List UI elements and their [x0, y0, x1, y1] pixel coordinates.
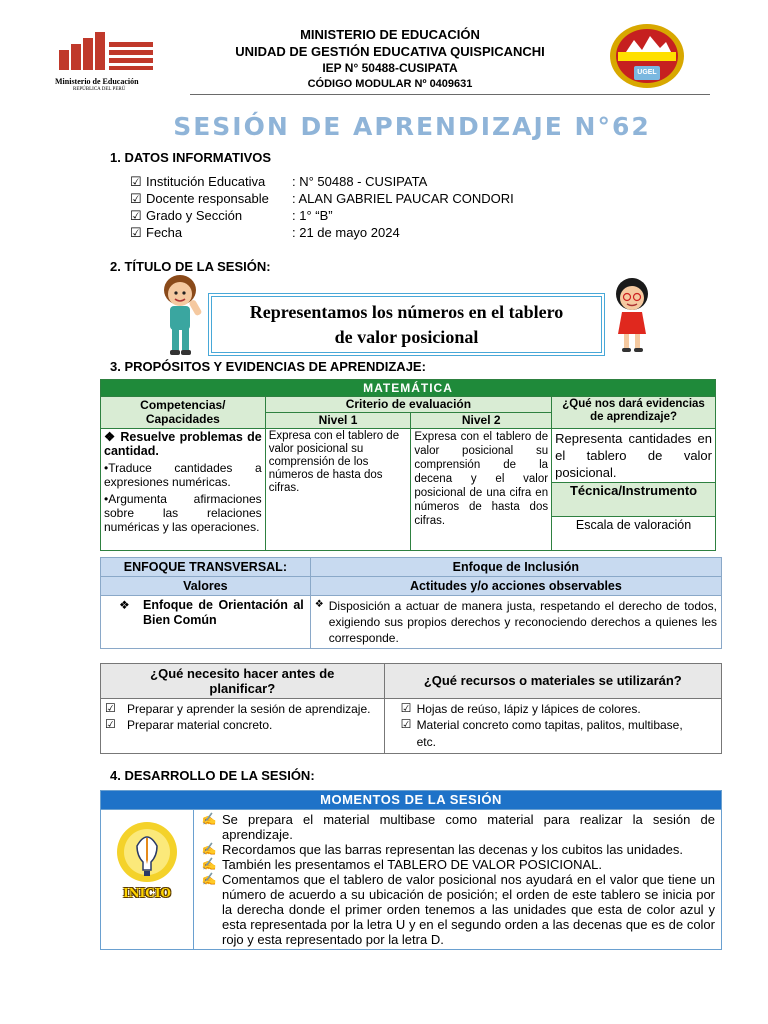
- activity-item: ✍ Se prepara el material multibase como material para realizar la sesión de aprendizaje.: [196, 812, 715, 842]
- checkbox-icon: ☑: [400, 717, 412, 731]
- preparation-table: [100, 663, 722, 754]
- info-value: : ALAN GABRIEL PAUCAR CONDORI: [292, 191, 514, 206]
- inicio-activities: [193, 810, 721, 950]
- nivel-2-cell: Expresa con el tablero de valor posicional su comprensión de la decena y el valor posicional de una cifra en números de hasta dos cifras.: [411, 429, 552, 551]
- inicio-label: INICIO: [123, 886, 171, 900]
- pen-bullet-icon: ✍: [201, 857, 217, 871]
- enfoque-header-left: ENFOQUE TRANSVERSAL:: [101, 558, 311, 577]
- criterio-header: Criterio de evaluación: [265, 397, 551, 413]
- resource-item: ☑ Material concreto como tapitas, palitos, multibase, etc.: [400, 717, 683, 749]
- section-4-heading: 4. DESARROLLO DE LA SESIÓN:: [110, 768, 315, 783]
- valores-header: Valores: [101, 577, 311, 596]
- checkbox-icon: ☑: [130, 174, 142, 189]
- header-code: CÓDIGO MODULAR Nº 0409631: [307, 78, 473, 90]
- lightbulb-icon: [104, 816, 190, 902]
- info-label: Fecha: [146, 225, 183, 240]
- resource-item: ☑ Hojas de reúso, lápiz y lápices de colores.: [400, 701, 641, 716]
- section-3-heading: 3. PROPÓSITOS Y EVIDENCIAS DE APRENDIZAJE:: [110, 359, 426, 374]
- competencia-item: ❖ Resuelve problemas de cantidad.: [104, 430, 262, 458]
- before-item: ☑ Preparar y aprender la sesión de aprendizaje.: [105, 701, 371, 716]
- pen-bullet-icon: ✍: [201, 842, 217, 856]
- capacidad-item: •Argumenta afirmaciones sobre las relaciones numéricas y las operaciones.: [104, 492, 262, 534]
- purposes-table: [100, 379, 716, 551]
- nivel-1-header: Nivel 1: [265, 413, 411, 429]
- boy-illustration: [156, 272, 206, 358]
- info-label: Docente responsable: [146, 191, 269, 206]
- info-row-institucion: [130, 173, 650, 190]
- capacidad-item: •Traduce cantidades a expresiones numéricas.: [104, 461, 262, 489]
- info-list: [130, 173, 650, 241]
- valor-text: Enfoque de Orientación al Bien Común: [143, 598, 304, 627]
- ugel-logo: [608, 22, 686, 90]
- checkbox-icon: ☑: [130, 225, 142, 240]
- section-1-heading: 1. DATOS INFORMATIVOS: [110, 150, 272, 165]
- header-school: IEP N° 50488-CUSIPATA: [322, 61, 458, 75]
- info-value: : 1° “B”: [292, 208, 333, 223]
- resources-list: [384, 699, 721, 754]
- info-label: Institución Educativa: [146, 174, 266, 189]
- info-label: Grado y Sección: [146, 208, 243, 223]
- competencias-header: Competencias/ Capacidades: [101, 397, 266, 429]
- ugel-logo-icon: [608, 22, 686, 90]
- evidencias-header: ¿Qué nos dará evidencias de aprendizaje?: [552, 397, 716, 429]
- diamond-bullet-icon: ❖: [314, 599, 324, 610]
- actitud-cell: [310, 596, 721, 649]
- inicio-cell: [101, 810, 194, 950]
- session-title-box: [208, 293, 605, 356]
- before-list: [101, 699, 385, 754]
- ministry-logo-icon: [55, 28, 160, 74]
- header-block: [190, 27, 590, 92]
- info-row-fecha: [130, 224, 650, 241]
- header-ministry: MINISTERIO DE EDUCACIÓN: [300, 27, 480, 42]
- nivel-1-cell: Expresa con el tablero de valor posicional su comprensión de los números de hasta dos cifras.: [265, 429, 411, 551]
- ministry-logo-subtext: REPÚBLICA DEL PERÚ: [73, 87, 126, 92]
- header-ugel: UNIDAD DE GESTIÓN EDUCATIVA QUISPICANCHI: [235, 44, 545, 59]
- info-row-grado: [130, 207, 650, 224]
- tecnica-cell: Escala de valoración: [552, 517, 716, 551]
- checkbox-icon: ☑: [105, 701, 116, 715]
- evidencia-cell: Representa cantidades en el tablero de valor posicional.: [552, 429, 716, 483]
- checkbox-icon: ☑: [130, 191, 142, 206]
- actitudes-header: Actitudes y/o acciones observables: [310, 577, 721, 596]
- nivel-2-header: Nivel 2: [411, 413, 552, 429]
- header-divider: [190, 94, 710, 95]
- moments-header: MOMENTOS DE LA SESIÓN: [101, 791, 722, 810]
- tecnica-header: Técnica/Instrumento: [552, 483, 716, 517]
- actitud-text: Disposición a actuar de manera justa, respetando el derecho de todos, exigiendo sus propios derechos y reconociendo derechos a quienes les corresponde.: [328, 599, 717, 645]
- checkbox-icon: ☑: [400, 701, 412, 715]
- before-item: ☑ Preparar material concreto.: [105, 717, 273, 732]
- info-value: : N° 50488 - CUSIPATA: [292, 174, 428, 189]
- before-header: ¿Qué necesito hacer antes de planificar?: [101, 664, 385, 699]
- ministry-logo-text: Ministerio de Educación: [55, 77, 139, 86]
- activity-item: ✍ Recordamos que las barras representan las decenas y los cubitos las unidades.: [196, 842, 715, 857]
- pen-bullet-icon: ✍: [201, 812, 217, 826]
- girl-illustration: [608, 276, 656, 356]
- info-value: : 21 de mayo 2024: [292, 225, 400, 240]
- moments-table: [100, 790, 722, 950]
- resources-header: ¿Qué recursos o materiales se utilizarán?: [384, 664, 721, 699]
- session-title: SESIÓN DE APRENDIZAJE N°62: [173, 112, 651, 141]
- diamond-bullet-icon: ❖: [119, 598, 130, 612]
- info-row-docente: [130, 190, 650, 207]
- ministry-logo: [55, 28, 160, 90]
- checkbox-icon: ☑: [130, 208, 142, 223]
- pen-bullet-icon: ✍: [201, 872, 217, 886]
- valor-cell: [101, 596, 311, 649]
- section-2-heading: 2. TÍTULO DE LA SESIÓN:: [110, 259, 271, 274]
- area-header: MATEMÁTICA: [101, 380, 716, 397]
- activity-item: ✍ También les presentamos el TABLERO DE VALOR POSICIONAL.: [196, 857, 715, 872]
- session-topic-line1: Representamos los números en el tablero: [249, 301, 564, 322]
- competencias-cell: [101, 429, 266, 551]
- checkbox-icon: ☑: [105, 717, 116, 731]
- enfoque-table: [100, 557, 722, 649]
- activity-item: ✍ Comentamos que el tablero de valor posicional nos ayudará en el valor que tiene un número de acuerdo a su ubicación de posición; el orden de este tablero se inicia por la derecha donde el primer orden tenemos a las unidades que esta de color azul y esta representada por la letra U y en el segundo orden a las decenas que es de color rojo y esta representado por la letra D.: [196, 872, 715, 947]
- enfoque-header-right: Enfoque de Inclusión: [310, 558, 721, 577]
- ugel-logo-text: UGEL: [637, 69, 657, 76]
- session-topic-line2: de valor posicional: [334, 326, 479, 347]
